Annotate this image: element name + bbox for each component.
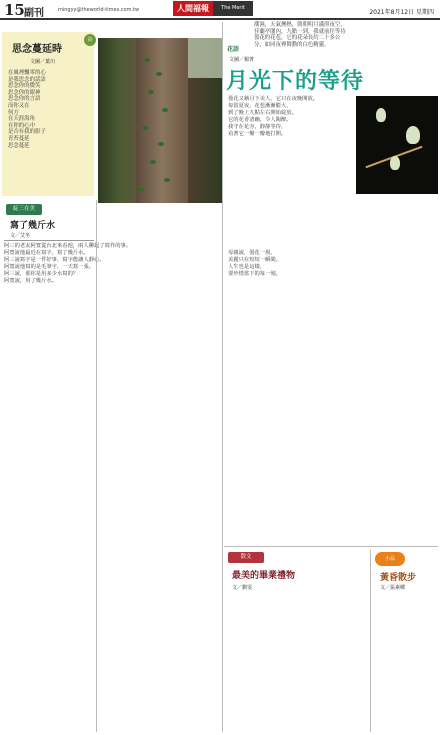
brand-logo: 人間福報	[173, 1, 213, 16]
site-address: mingyy@theworld-times.com.tw	[58, 7, 140, 13]
body-line: 母親說，曇花一現，	[228, 250, 276, 256]
poem-line: 何方	[8, 109, 19, 116]
poem-line: 思念你的微笑	[8, 83, 41, 90]
tree-photo	[98, 38, 222, 203]
intro-line: 曇花的花苞，它的花朵長約二十多公	[254, 35, 341, 41]
intro-line: 佳蘭亭閣內，九點一到，我就前往等待	[254, 28, 346, 35]
poem-line: 思念你的言語	[8, 96, 41, 103]
body-line: 要珍惜當下的每一刻。	[228, 271, 281, 277]
essay-paragraph: 阿三說，那你是用多少水寫的？	[4, 271, 79, 277]
body-line: 看著它一瓣一瓣地打開。	[228, 131, 287, 137]
essay-paragraph: 阿三說寫字是一件好事，寫字能讓人靜心。	[4, 257, 105, 263]
essay-paragraph: 阿寬說，用了幾斤水。	[4, 278, 57, 284]
poem-line: 思念你的眼神	[8, 89, 41, 96]
essay-paragraph: 阿寬說他最近在寫字，寫了幾斤水。	[4, 250, 89, 256]
body-line: 每當夏夜，花苞漸漸膨大，	[228, 103, 292, 109]
poem-line: 是我思念的話語	[8, 76, 46, 83]
flower-body-lower	[228, 250, 438, 540]
flower-headline: 月光下的等待	[226, 68, 365, 94]
gift-author: 文／劉雯	[232, 585, 253, 591]
brand-english: The Merit Times	[213, 1, 253, 16]
body-line: 人生也是這樣，	[228, 264, 266, 270]
body-line: 美麗只在短短一瞬間。	[228, 257, 281, 263]
poem-line: 在你的心中	[8, 122, 35, 129]
flower-photo	[356, 96, 438, 194]
column-divider	[370, 550, 371, 732]
walk-badge: 小品	[375, 552, 405, 566]
poem-line: 在風裡飄零的心	[8, 70, 46, 76]
poem-badge: 詩	[84, 34, 96, 46]
flower-body-upper	[228, 96, 352, 246]
essay-paragraph: 阿寬說他寫的是毛筆字，一天寫一張。	[4, 264, 95, 270]
poem-title: 思念蔓延時	[12, 44, 62, 55]
column-divider	[222, 22, 223, 732]
poem-author: 文圖／葉川	[30, 59, 56, 65]
body-line: 曇花又稱月下美人，它只在夜晚開放。	[228, 96, 319, 102]
poem-line: 是否有我的影子	[8, 129, 46, 136]
essay-title: 寫了幾斤水	[10, 221, 56, 231]
body-line: 它的花香清幽，令人陶醉。	[228, 117, 292, 123]
gift-badge: 散文	[228, 552, 264, 563]
poem-body	[8, 70, 92, 149]
walk-title: 黃昏散步	[380, 573, 417, 583]
poem-line: 而你又在	[8, 102, 30, 109]
body-line: 到了晚上九點左右開始綻放。	[228, 110, 297, 116]
poem-line: 在天涯海角	[8, 116, 35, 123]
section-name: 副刊	[24, 8, 44, 19]
essay-paragraph: 阿三的老友阿寬從台北來看他，兩人聊起了寫作的事。	[4, 243, 132, 249]
page-number: 15	[4, 1, 25, 19]
poem-line: 思念蔓延	[8, 142, 30, 149]
divider	[224, 546, 438, 547]
essay-author: 文／艾冬	[10, 233, 31, 239]
intro-line: 潮濕，天氣燠熱，朝朝明月滿照夜空，	[254, 22, 346, 28]
body-line: 我守在花旁，靜靜等待，	[228, 124, 287, 130]
flower-author: 文圖／楊菁	[229, 57, 255, 63]
essay-body	[4, 243, 132, 731]
flower-intro	[254, 22, 438, 62]
essay-badge: 綻三在美	[6, 204, 42, 215]
divider	[4, 240, 94, 241]
poem-line: 青苔蔓延	[8, 135, 30, 142]
column-divider	[96, 200, 97, 732]
flower-tag: 花語	[227, 46, 240, 53]
issue-date: 2021年8月12日 星期四	[369, 9, 434, 16]
gift-title: 最美的畢業禮物	[232, 571, 296, 581]
intro-line: 分，如同夜裡舞動的白色精靈。	[254, 41, 330, 48]
walk-author: 文／張素卿	[380, 585, 406, 591]
